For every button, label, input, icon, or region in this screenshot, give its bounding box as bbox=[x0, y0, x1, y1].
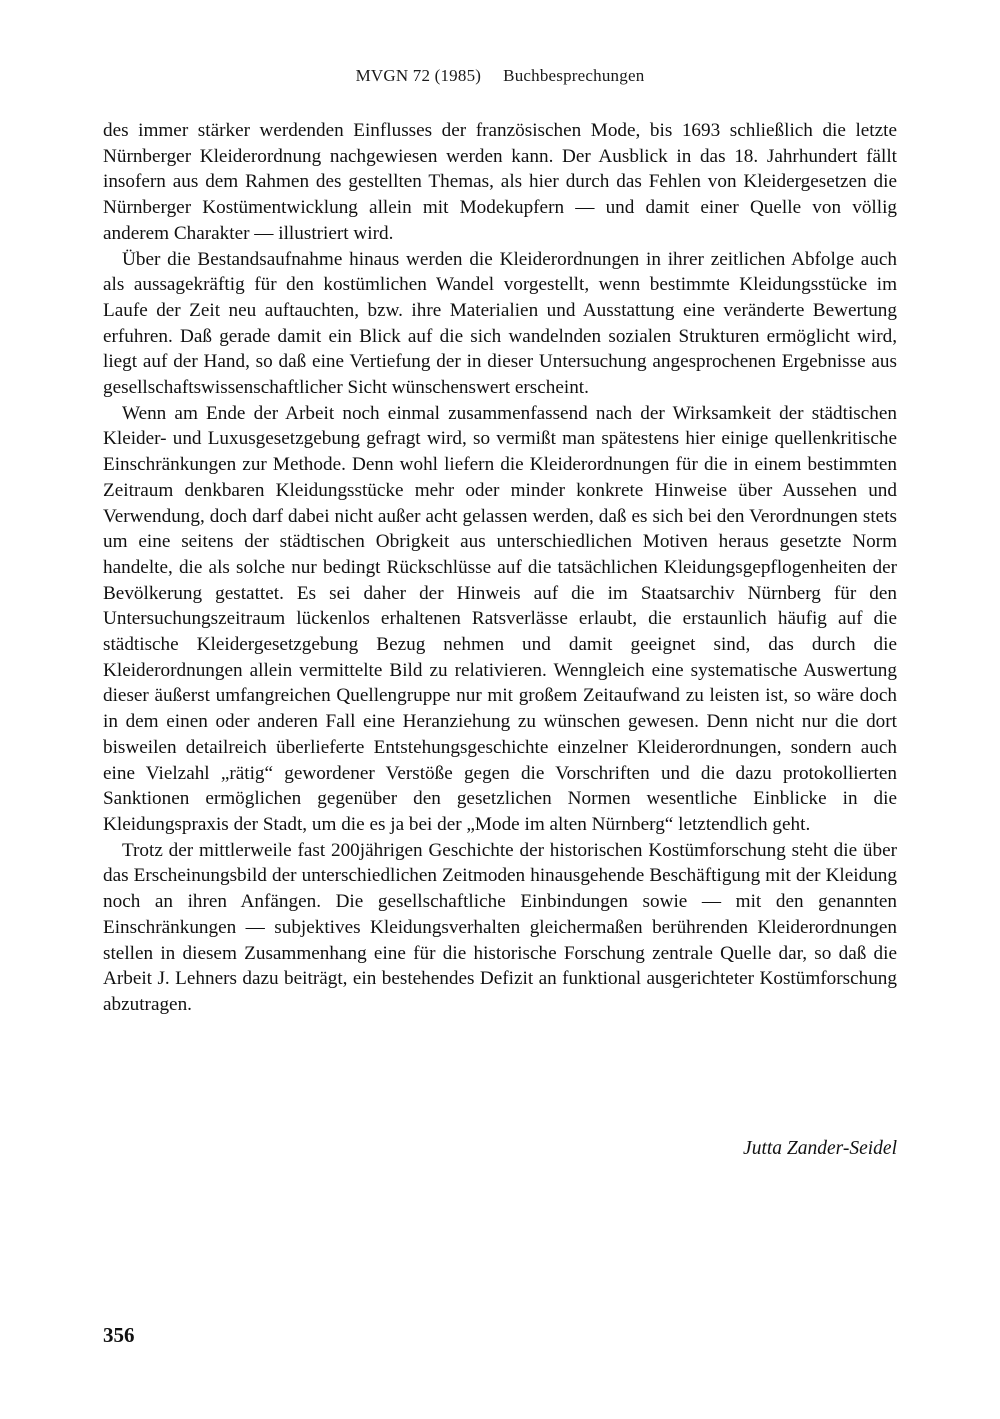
page-number: 356 bbox=[103, 1323, 135, 1347]
running-head bbox=[0, 66, 1000, 86]
paragraph-inventory: Über die Bestandsaufnahme hinaus werden die Kleiderordnungen in ihrer zeitlichen Abfolge auch als aussagekräftig für den kostümlichen Wandel vorgestellt, wenn bestimmte Kleidungsstücke im Laufe der Zeit neu auftauchten, bzw. ihre Materialien und Ausstattung eine veränderte Bewertung erfuhren. Daß gerade damit ein Blick auf die sich wandelnden sozialen Strukturen ermöglicht wird, liegt auf der Hand, so daß eine Vertiefung der in dieser Untersuchung angesprochenen Ergebnisse aus gesellschaftswissenschaftlicher Sicht wünschenswert erscheint. bbox=[103, 248, 897, 399]
paragraph-conclusion: Trotz der mittlerweile fast 200jährigen Geschichte der historischen Kostümforschung steht die über das Erscheinungsbild der unterschiedlichen Zeitmoden hinausgehende Beschäftigung mit der Kleidung noch an ihren Anfängen. Die gesellschaftliche Einbindungen sowie — mit den genannten Einschränkungen — subjektives Kleidungsverhalten gleichermaßen berührenden Kleiderordnungen stellen in diesem Zusammenhang eine für die historische Forschung zentrale Quelle dar, so daß die Arbeit J. Lehners dazu beiträgt, ein bestehendes Defizit an funktional ausgerichteter Kostümforschung abzutragen. bbox=[103, 839, 897, 1015]
section-title: Buchbesprechungen bbox=[503, 66, 645, 85]
paragraph-continued: des immer stärker werdenden Einflusses der französischen Mode, bis 1693 schließlich die letzte Nürnberger Kleiderordnung nachgewiesen werden kann. Der Ausblick in das 18. Jahrhundert fällt insofern aus dem Rahmen des gestellten Themas, als hier durch das Fehlen von Kleidergesetzen die Nürnberger Kostümentwicklung allein mit Modekupfern — und damit einer Quelle von völlig anderem Charakter — illustriert wird. bbox=[103, 120, 897, 244]
paragraph-source-criticism: Wenn am Ende der Arbeit noch einmal zusammenfassend nach der Wirksamkeit der städtischen Kleider- und Luxusgesetzgebung gefragt wird, so vermißt man spätestens hier einige quellenkritische Einschränkungen zur Methode. Denn wohl liefern die Kleiderordnungen für die in einem bestimmten Zeitraum denkbaren Kleidungsstücke mehr oder minder konkrete Hinweise über Aussehen und Verwendung, doch darf dabei nicht außer acht gelassen werden, daß es sich bei den Verordnungen stets um eine seitens der städtischen Obrigkeit aus unterschiedlichen Motiven heraus gesetzte Norm handelte, die als solche nur bedingt Rückschlüsse auf die tatsächlichen Kleidungsgepflogenheiten der Bevölkerung gestattet. Es sei daher der Hinweis auf die im Staatsarchiv Nürnberg für den Untersuchungszeitraum lückenlos erhaltenen Ratsverlässe erlaubt, die erstaunlich häufig auf die städtische Kleidergesetzgebung Bezug nehmen und damit geeignet sind, das durch die Kleiderordnungen allein vermittelte Bild zu relativieren. Wenngleich eine systematische Auswertung dieser äußerst umfangreichen Quellengruppe nur mit großem Zeitaufwand zu leisten ist, so wäre doch in dem einen oder anderen Fall eine Heranziehung zu wünschen gewesen. Denn nicht nur die dort bisweilen detailreich überlieferte Entstehungsgeschichte einzelner Kleiderordnungen, sondern auch eine Vielzahl „rätig“ gewordener Verstöße gegen die Vorschriften und die dazu protokollierten Sanktionen ermöglichen gegenüber den gesetzlichen Normen wesentliche Einblicke in die Kleidungspraxis der Stadt, um die es ja bei der „Mode im alten Nürnberg“ letztendlich geht. bbox=[103, 402, 897, 835]
journal-citation: MVGN 72 (1985) bbox=[355, 66, 482, 85]
review-body bbox=[103, 118, 897, 1018]
reviewer-signature: Jutta Zander-Seidel bbox=[743, 1138, 897, 1159]
